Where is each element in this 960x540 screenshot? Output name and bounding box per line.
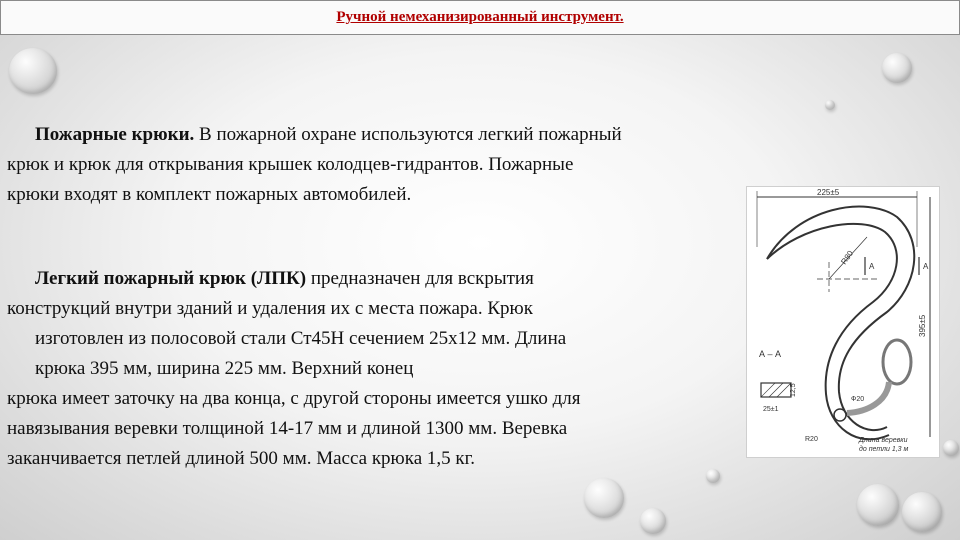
water-drop xyxy=(857,484,899,526)
water-drop xyxy=(825,100,835,110)
rope-length-label-2: до петли 1,3 м xyxy=(859,446,909,453)
paragraph-line: навязывания веревки толщиной 14-17 мм и длиной 1300 мм. Веревка xyxy=(7,418,568,439)
section-title: А – А xyxy=(759,349,782,359)
paragraph-line: крюк и крюк для открывания крышек колодцев-гидрантов. Пожарные xyxy=(7,154,574,175)
term-fire-hooks: Пожарные крюки. xyxy=(35,124,195,145)
hatch-line xyxy=(769,383,783,397)
water-drop xyxy=(902,492,942,532)
hook-technical-drawing xyxy=(746,186,940,458)
paragraph-line: конструкций внутри зданий и удаления их с места пожара. Крюк xyxy=(7,298,533,319)
paragraph-line: крюка 395 мм, ширина 225 мм. Верхний конец xyxy=(35,358,414,379)
rope-length-label: Длина веревки xyxy=(859,437,908,444)
radius-small-label: R20 xyxy=(805,436,818,443)
eye-diameter-label: Ф20 xyxy=(851,396,865,403)
width-dimension-label: 225±5 xyxy=(817,188,840,197)
text-span: предназначен для вскрытия xyxy=(306,268,534,289)
section-height-label: 12,5 xyxy=(790,383,797,397)
water-drop xyxy=(882,53,912,83)
height-dimension-label: 395±5 xyxy=(918,314,927,337)
water-drop xyxy=(640,508,666,534)
paragraph-light-hook xyxy=(7,264,797,474)
hatch-line xyxy=(761,383,775,397)
paragraph-line: крюка имеет заточку на два конца, с другой стороны имеется ушко для xyxy=(7,388,581,409)
slide-title: Ручной немеханизированный инструмент. xyxy=(336,9,624,25)
paragraph-line: крюки входят в комплект пожарных автомобилей. xyxy=(7,184,412,205)
hook-drawing-svg xyxy=(747,187,939,457)
water-drop xyxy=(943,440,959,456)
water-drop xyxy=(584,478,624,518)
paragraph-line: изготовлен из полосовой стали Ст45Н сечением 25х12 мм. Длина xyxy=(35,328,567,349)
paragraph-line: заканчивается петлей длиной 500 мм. Масса крюка 1,5 кг. xyxy=(7,448,476,469)
header-bar xyxy=(0,0,960,35)
hook-inner-contour xyxy=(767,224,897,439)
text-span: В пожарной охране используются легкий пожарный xyxy=(194,124,622,145)
hook-eye xyxy=(834,409,846,421)
section-mark-left: А xyxy=(869,262,875,271)
radius-label: R80 xyxy=(839,248,856,267)
hatch-line xyxy=(777,383,791,397)
section-width-label: 25±1 xyxy=(763,406,779,413)
term-light-hook: Легкий пожарный крюк (ЛПК) xyxy=(35,268,307,289)
paragraph-fire-hooks xyxy=(7,120,797,210)
section-mark-right: А xyxy=(923,262,929,271)
water-drop xyxy=(9,48,57,94)
paragraph-line xyxy=(7,120,797,150)
paragraph-line xyxy=(7,264,797,294)
rope-loop xyxy=(883,340,911,384)
